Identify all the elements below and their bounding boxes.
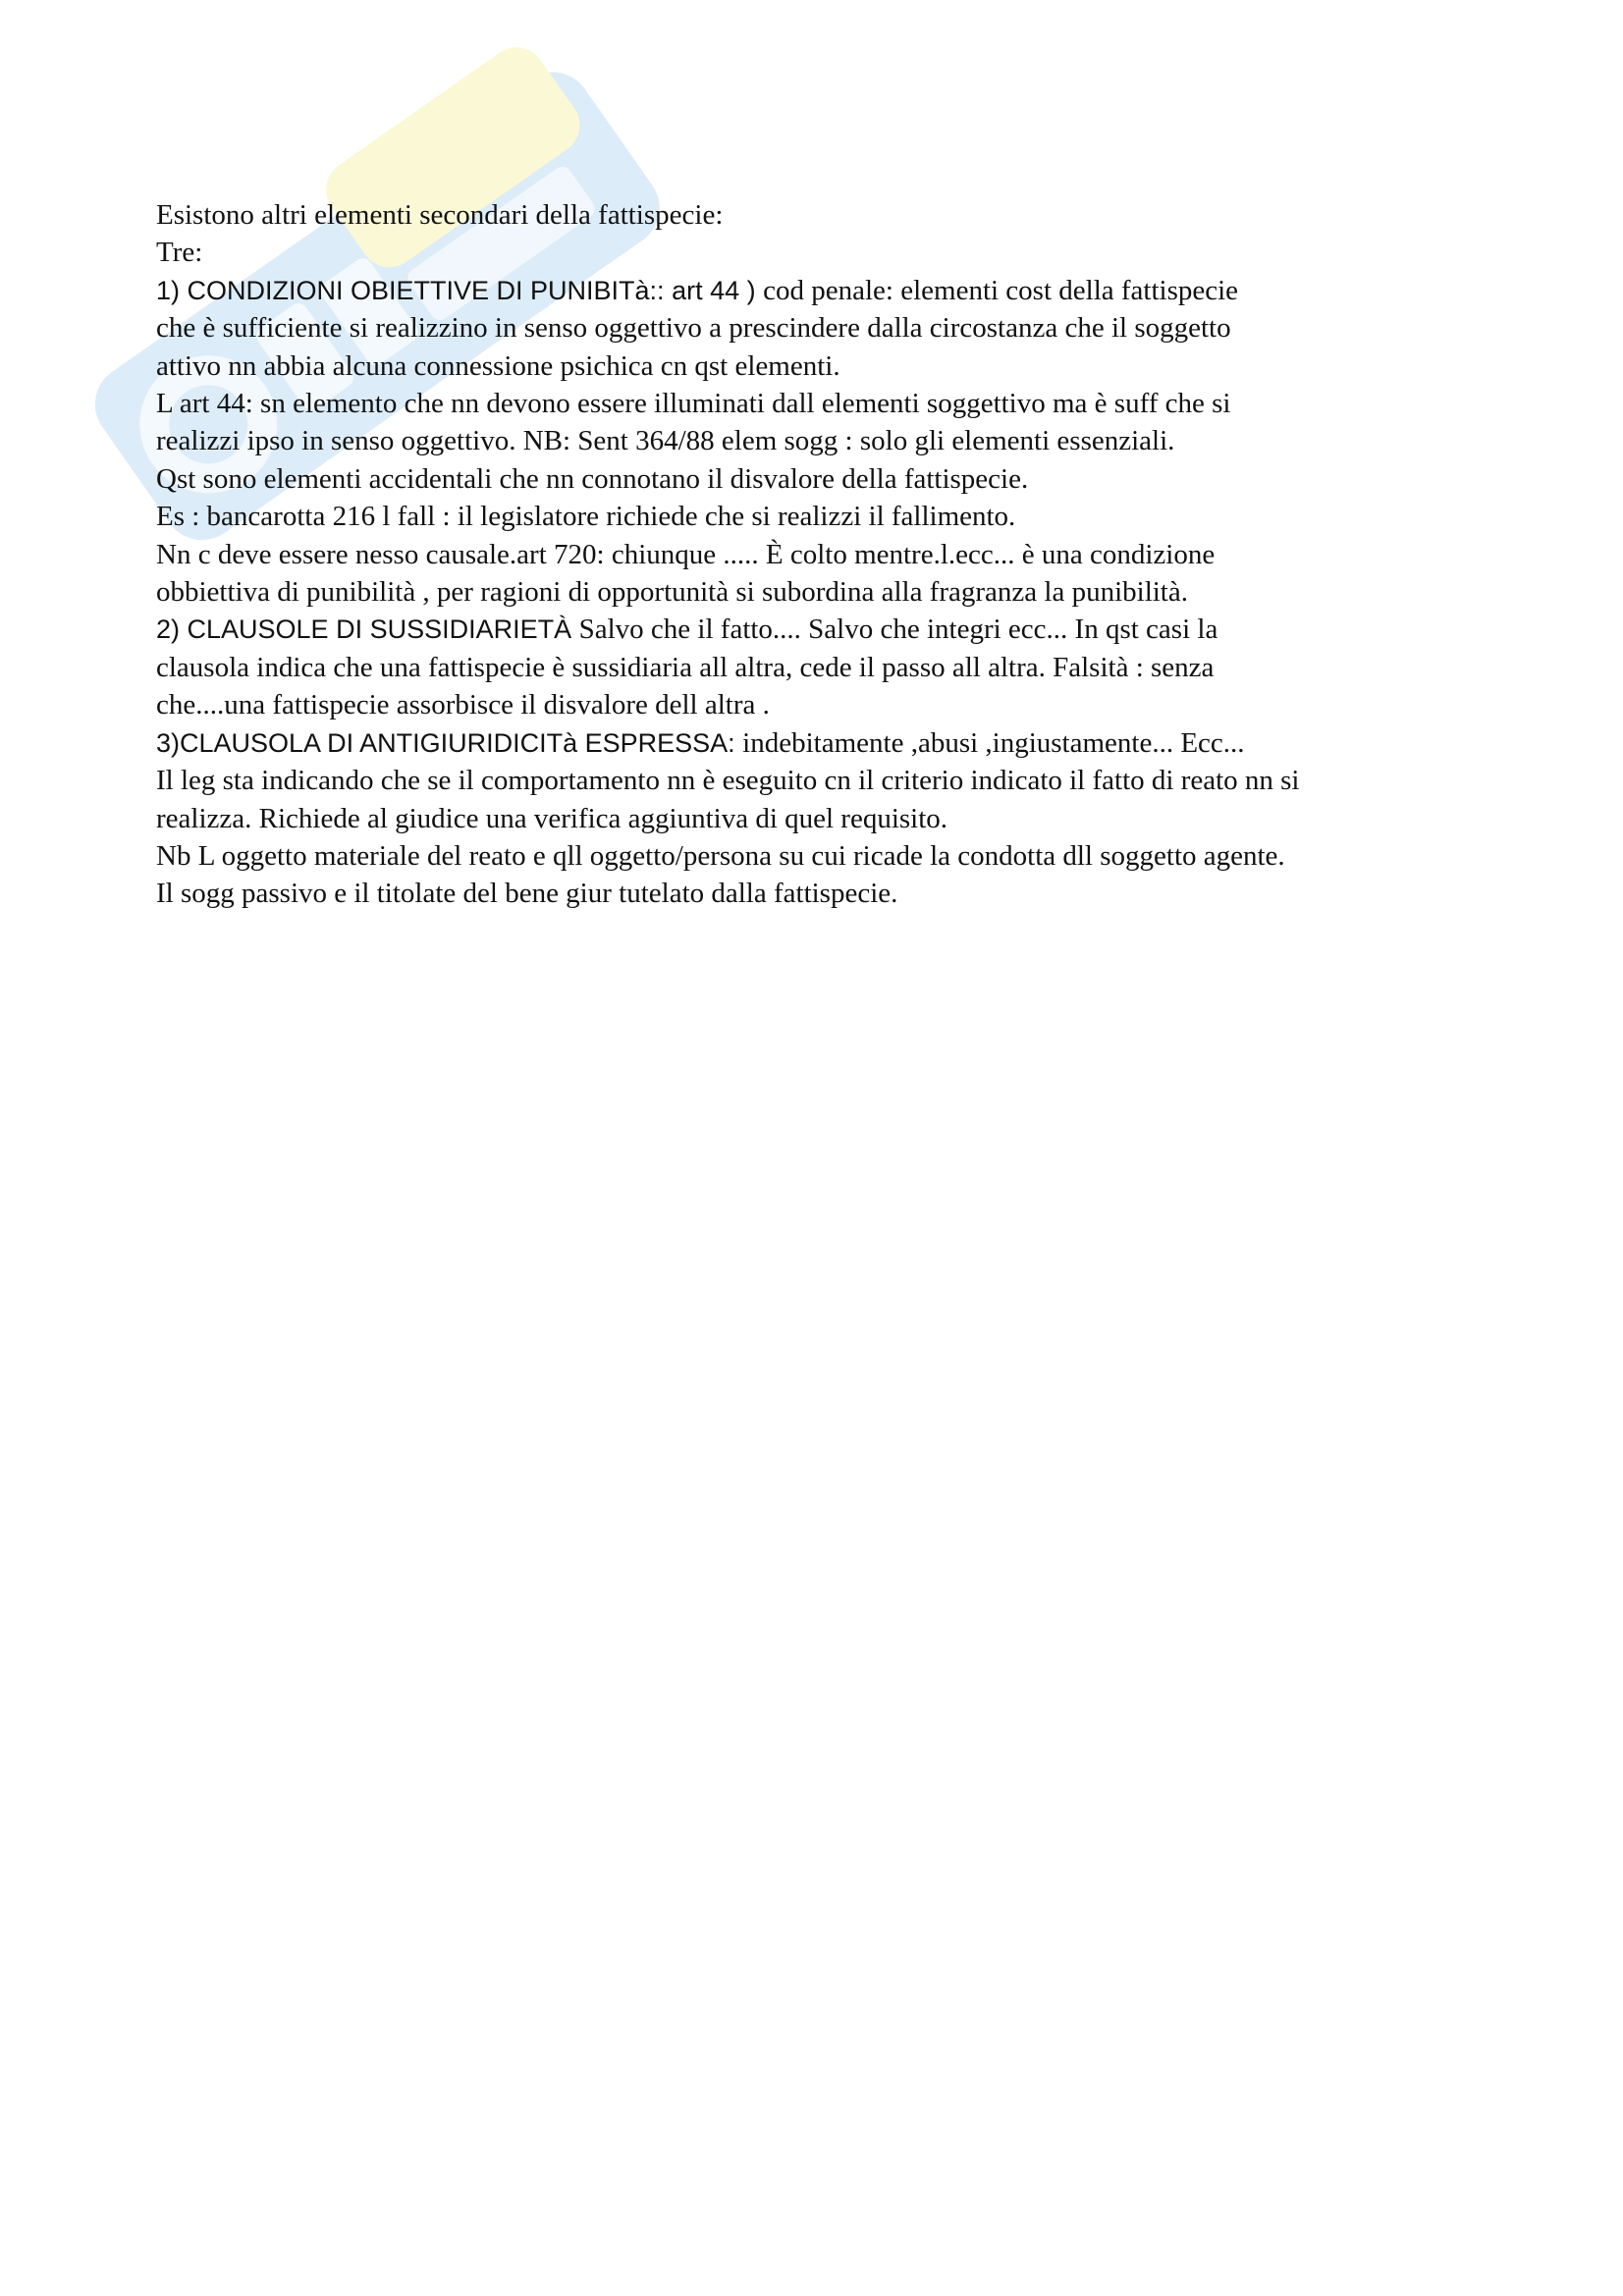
- document-body: [156, 196, 1491, 913]
- text-line: obbiettiva di punibilità , per ragioni di opportunità si subordina alla fragranza la punibilità.: [156, 576, 1188, 609]
- heading-clausola-antigiuridicita: 3)CLAUSOLA DI ANTIGIURIDICITà ESPRESSA:: [156, 727, 743, 758]
- text-line: Il sogg passivo e il titolate del bene giur tutelato dalla fattispecie.: [156, 878, 898, 910]
- text-line: che è sufficiente si realizzino in senso oggettivo a prescindere dalla circostanza che il soggetto: [156, 312, 1231, 345]
- text-line-continuation: Salvo che il fatto.... Salvo che integri ecc... In qst casi la: [578, 614, 1218, 646]
- text-line: Es : bancarotta 216 l fall : il legislatore richiede che si realizzi il fallimento.: [156, 501, 1016, 533]
- text-line: Esistono altri elementi secondari della fattispecie:: [156, 199, 724, 231]
- heading-clausole-sussidiarieta: 2) CLAUSOLE DI SUSSIDIARIETÀ: [156, 614, 579, 645]
- text-line: [156, 272, 1491, 309]
- text-line: [156, 611, 1491, 648]
- text-line: [156, 724, 1491, 762]
- text-line: Tre:: [156, 237, 203, 269]
- text-line: L art 44: sn elemento che nn devono essere illuminati dall elementi soggettivo ma è suff che si: [156, 388, 1231, 420]
- text-line-continuation: cod penale: elementi cost della fattispecie: [763, 274, 1239, 306]
- text-line: attivo nn abbia alcuna connessione psichica cn qst elementi.: [156, 349, 840, 382]
- text-line: clausola indica che una fattispecie è sussidiaria all altra, cede il passo all altra. Falsità : senza: [156, 651, 1215, 683]
- text-line: Nb L oggetto materiale del reato e qll oggetto/persona su cui ricade la condotta dll soggetto agente.: [156, 839, 1285, 872]
- text-line: realizza. Richiede al giudice una verifica aggiuntiva di quel requisito.: [156, 802, 948, 834]
- text-line: realizzi ipso in senso oggettivo. NB: Sent 364/88 elem sogg : solo gli elementi essenziali.: [156, 425, 1175, 457]
- heading-condizioni-obiettive: 1) CONDIZIONI OBIETTIVE DI PUNIBITà:: art 44 ): [156, 275, 764, 305]
- text-line: Nn c deve essere nesso causale.art 720: chiunque ..... È colto mentre.l.ecc... è una condizione: [156, 538, 1216, 570]
- text-line: Qst sono elementi accidentali che nn connotano il disvalore della fattispecie.: [156, 462, 1029, 495]
- text-line-continuation: indebitamente ,abusi ,ingiustamente... Ecc...: [742, 726, 1245, 759]
- text-line: Il leg sta indicando che se il comportamento nn è eseguito cn il criterio indicato il fatto di reato nn si: [156, 765, 1300, 797]
- text-line: che....una fattispecie assorbisce il disvalore dell altra .: [156, 689, 770, 721]
